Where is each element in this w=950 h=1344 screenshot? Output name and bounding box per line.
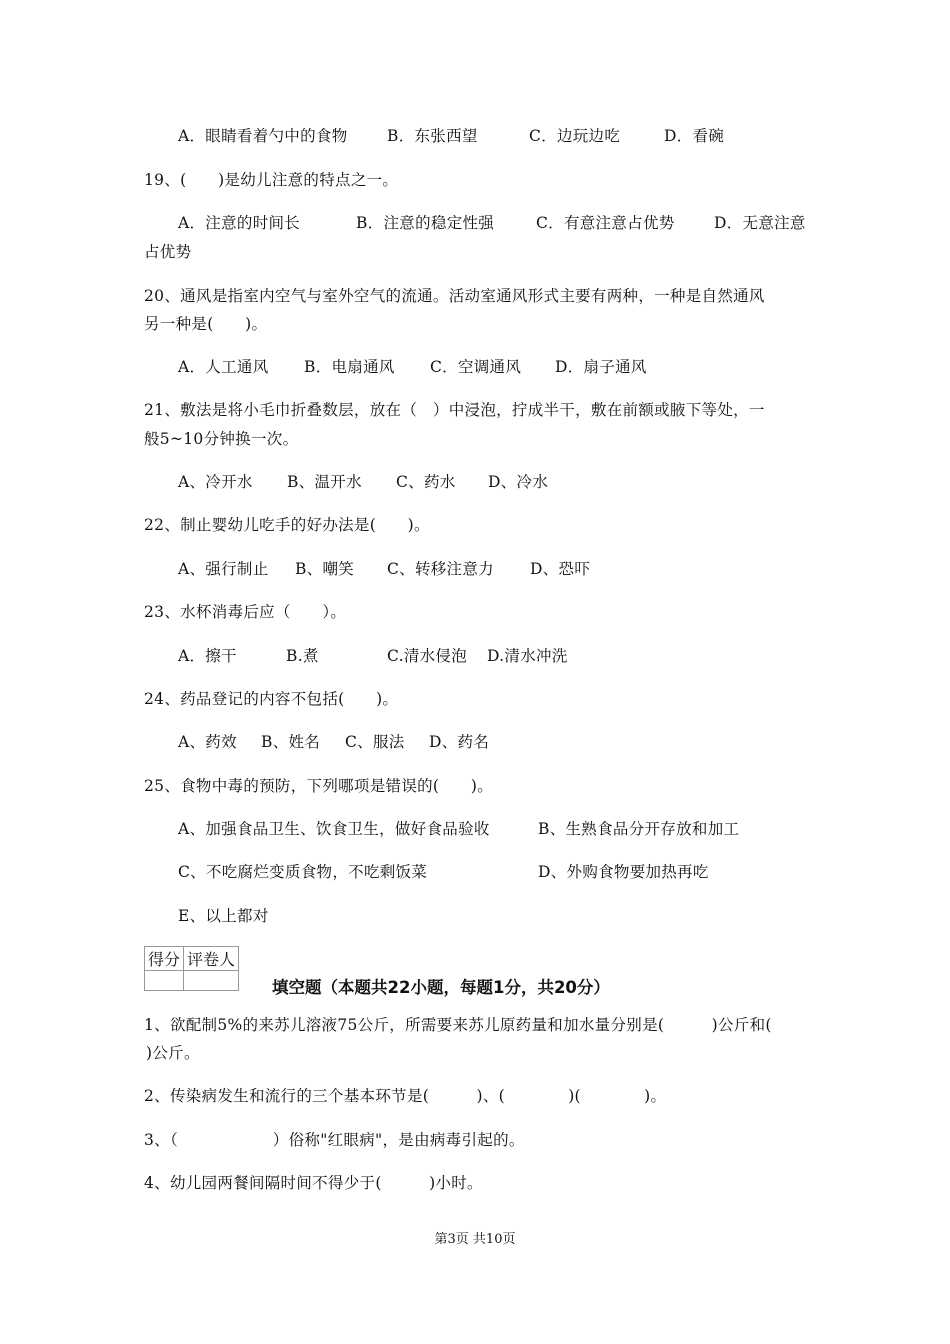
q24-question: 24、药品登记的内容不包括( )。 xyxy=(144,690,399,708)
q25-option-d: D、外购食物要加热再吃 xyxy=(538,863,709,881)
q19-option-d: D．无意注意 xyxy=(714,214,806,232)
q25-option-b: B、生熟食品分开存放和加工 xyxy=(538,820,740,838)
q20-option-c: C．空调通风 xyxy=(430,358,522,376)
q24-option-c: C、服法 xyxy=(345,733,405,751)
fill-q1-line1: 1、欲配制5%的来苏儿溶液75公斤，所需要来苏儿原药量和加水量分别是( )公斤和( xyxy=(144,1016,772,1034)
q18-option-c: C．边玩边吃 xyxy=(529,127,621,145)
section-title: 填空题（本题共22小题，每题1分，共20分） xyxy=(272,978,610,997)
q23-question: 23、水杯消毒后应（ ）。 xyxy=(144,603,347,621)
fill-q4: 4、幼儿园两餐间隔时间不得少于( )小时。 xyxy=(144,1174,483,1192)
page-footer: 第3页 共10页 xyxy=(434,1232,516,1247)
score-table xyxy=(144,946,239,991)
q20-question-line1: 20、通风是指室内空气与室外空气的流通。活动室通风形式主要有两种，一种是自然通风 xyxy=(144,287,765,305)
q19-question: 19、( )是幼儿注意的特点之一。 xyxy=(144,171,399,189)
q20-option-d: D．扇子通风 xyxy=(555,358,647,376)
q22-option-a: A、强行制止 xyxy=(178,560,269,578)
q23-option-a: A．擦干 xyxy=(178,647,237,665)
q19-option-c: C．有意注意占优势 xyxy=(536,214,675,232)
grader-cell[interactable] xyxy=(184,971,239,991)
q21-option-d: D、冷水 xyxy=(488,473,549,491)
fill-q3: 3、（ ）俗称"红眼病"，是由病毒引起的。 xyxy=(144,1131,525,1149)
q25-option-a: A、加强食品卫生、饮食卫生，做好食品验收 xyxy=(178,820,490,838)
q21-option-a: A、冷开水 xyxy=(178,473,253,491)
q24-option-d: D、药名 xyxy=(429,733,490,751)
q21-question-line2: 般5~10分钟换一次。 xyxy=(144,430,299,448)
q19-option-b: B．注意的稳定性强 xyxy=(356,214,495,232)
q22-option-b: B、嘲笑 xyxy=(295,560,355,578)
q20-option-b: B．电扇通风 xyxy=(304,358,395,376)
q22-option-d: D、恐吓 xyxy=(530,560,591,578)
q19-option-d-cont: 占优势 xyxy=(144,243,192,261)
q20-question-line2: 另一种是( )。 xyxy=(144,315,268,333)
q22-question: 22、制止婴幼儿吃手的好办法是( )。 xyxy=(144,516,430,534)
q21-option-c: C、药水 xyxy=(396,473,456,491)
q23-option-b: B.煮 xyxy=(286,647,319,665)
score-label: 得分 xyxy=(145,947,184,971)
q24-option-b: B、姓名 xyxy=(261,733,321,751)
q21-option-b: B、温开水 xyxy=(287,473,362,491)
q25-option-c: C、不吃腐烂变质食物，不吃剩饭菜 xyxy=(178,863,428,881)
q18-option-b: B．东张西望 xyxy=(387,127,478,145)
q21-question-line1: 21、敷法是将小毛巾折叠数层，放在（ ）中浸泡，拧成半干，敷在前额或腋下等处，一 xyxy=(144,401,765,419)
q18-option-d: D．看碗 xyxy=(664,127,725,145)
q24-option-a: A、药效 xyxy=(178,733,237,751)
grader-label: 评卷人 xyxy=(184,947,239,971)
q19-option-a: A．注意的时间长 xyxy=(178,214,301,232)
q23-option-c: C.清水侵泡 xyxy=(387,647,468,665)
q25-option-e: E、以上都对 xyxy=(178,907,269,925)
q22-option-c: C、转移注意力 xyxy=(387,560,494,578)
q25-question: 25、食物中毒的预防，下列哪项是错误的( )。 xyxy=(144,777,494,795)
q18-option-a: A．眼睛看着勺中的食物 xyxy=(178,127,348,145)
score-cell[interactable] xyxy=(145,971,184,991)
q20-option-a: A．人工通风 xyxy=(178,358,269,376)
fill-q2: 2、传染病发生和流行的三个基本环节是( )、( )( )。 xyxy=(144,1087,667,1105)
q23-option-d: D.清水冲洗 xyxy=(487,647,568,665)
fill-q1-line2: )公斤。 xyxy=(146,1044,200,1062)
